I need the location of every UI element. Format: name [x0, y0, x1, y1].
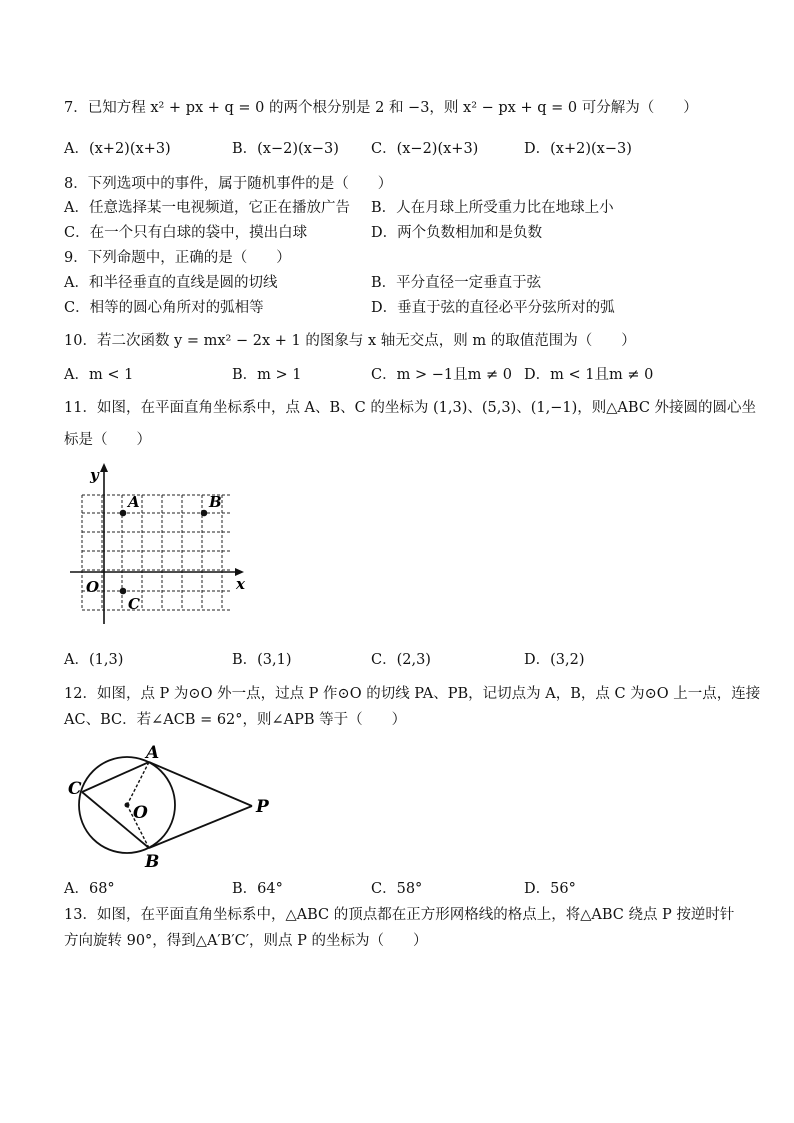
q8-stem: 8．下列选项中的事件，属于随机事件的是（ ） [64, 176, 393, 192]
q11-option-c: C．(2,3) [371, 652, 431, 668]
q7-option-c: C．(x−2)(x+3) [371, 141, 479, 157]
y-axis-label: y [90, 466, 99, 484]
label-a: A [146, 743, 160, 763]
q11-stem-line2: 标是（ ） [64, 432, 151, 448]
q12-option-a: A．68° [64, 881, 115, 897]
q8-option-a: A．任意选择某一电视频道，它正在播放广告 [64, 200, 350, 216]
q9-stem: 9．下列命题中，正确的是（ ） [64, 250, 291, 266]
chord-ca [82, 762, 149, 792]
point-a [120, 510, 127, 517]
y-axis-arrow [100, 463, 108, 472]
q7-option-b: B．(x−2)(x−3) [232, 141, 339, 157]
label-c: C [68, 779, 82, 799]
point-c [120, 588, 127, 595]
q11-stem-line1: 11．如图，在平面直角坐标系中，点 A、B、C 的坐标为 (1,3)、(5,3)、(1,−1)，则△ABC 外接圆的圆心坐 [64, 400, 757, 416]
q9-option-c: C．相等的圆心角所对的弧相等 [64, 300, 264, 316]
q10-option-b: B．m > 1 [232, 367, 302, 383]
label-b: B [145, 852, 160, 872]
label-o: O [133, 803, 148, 823]
label-p: P [256, 797, 269, 817]
q11-option-b: B．(3,1) [232, 652, 292, 668]
q12-stem-line1: 12．如图，点 P 为⊙O 外一点，过点 P 作⊙O 的切线 PA、PB，记切点为 A，B，点 C 为⊙O 上一点，连接 [64, 686, 761, 702]
q12-option-d: D．56° [524, 881, 576, 897]
radius-oa [127, 762, 149, 805]
tangent-pa [149, 762, 252, 806]
point-b [201, 510, 208, 517]
q12-circle-tangent-figure [62, 738, 282, 876]
q13-stem-line1: 13．如图，在平面直角坐标系中，△ABC 的顶点都在正方形网格线的格点上，将△ABC 绕点 P 按逆时针 [64, 907, 735, 923]
q10-option-c: C．m > −1且m ≠ 0 [371, 367, 512, 383]
q7-stem: 7．已知方程 x² + px + q = 0 的两个根分别是 2 和 −3，则 x² − px + q = 0 可分解为（ ） [64, 100, 698, 116]
q9-option-d: D．垂直于弦的直径必平分弦所对的弧 [371, 300, 615, 316]
point-a-label: A [128, 493, 140, 511]
tangent-pb [149, 806, 252, 848]
q9-option-b: B．平分直径一定垂直于弦 [371, 275, 542, 291]
point-c-label: C [128, 595, 140, 613]
q8-option-b: B．人在月球上所受重力比在地球上小 [371, 200, 614, 216]
q10-option-a: A．m < 1 [64, 367, 134, 383]
origin-label: O [86, 578, 100, 596]
q12-stem-line2: AC、BC．若∠ACB = 62°，则∠APB 等于（ ） [64, 712, 407, 728]
q10-option-d: D．m < 1且m ≠ 0 [524, 367, 654, 383]
q12-option-b: B．64° [232, 881, 283, 897]
q8-option-d: D．两个负数相加和是负数 [371, 225, 543, 241]
q11-option-a: A．(1,3) [64, 652, 124, 668]
q9-option-a: A．和半径垂直的直线是圆的切线 [64, 275, 278, 291]
q13-stem-line2: 方向旋转 90°，得到△A′B′C′，则点 P 的坐标为（ ） [64, 933, 428, 949]
x-axis-label: x [236, 575, 245, 593]
center-o-dot [125, 803, 130, 808]
q10-stem: 10．若二次函数 y = mx² − 2x + 1 的图象与 x 轴无交点，则 m 的取值范围为（ ） [64, 333, 636, 349]
point-b-label: B [209, 493, 222, 511]
q11-coordinate-grid-figure [62, 458, 252, 628]
q12-option-c: C．58° [371, 881, 423, 897]
q7-option-d: D．(x+2)(x−3) [524, 141, 632, 157]
q7-option-a: A．(x+2)(x+3) [64, 141, 171, 157]
q8-option-c: C．在一个只有白球的袋中，摸出白球 [64, 225, 308, 241]
q11-option-d: D．(3,2) [524, 652, 585, 668]
